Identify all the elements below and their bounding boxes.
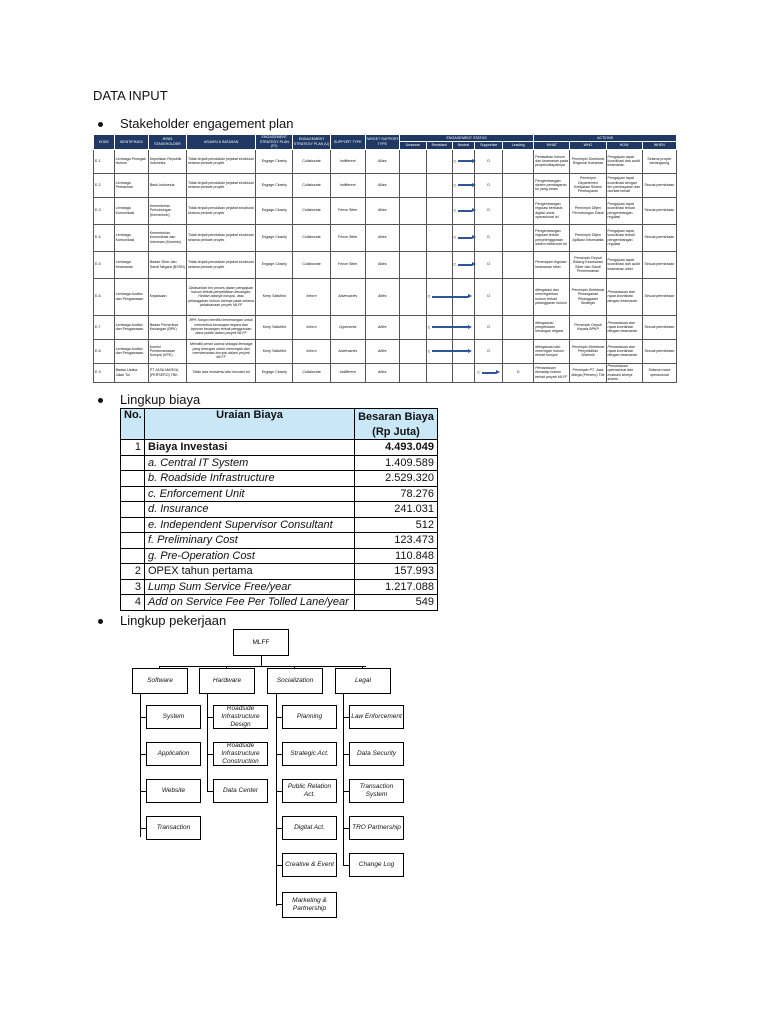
cost-row (121, 471, 438, 487)
cost-no (121, 455, 145, 471)
cell-ident: Lembaga Komunikasi (114, 197, 148, 224)
target-status-marker: D (475, 315, 503, 339)
cost-no (121, 548, 145, 564)
status-cell (399, 149, 426, 173)
cell-kode: E-5 (94, 251, 115, 278)
org-item-socialization: Public Relation Act. (282, 779, 337, 803)
cell-support: Adversaries (330, 278, 365, 315)
cost-value: 549 (355, 595, 438, 611)
org-item-software: Transaction (146, 816, 201, 840)
cell-when: Sesuai permintaan (642, 197, 676, 224)
org-item-legal: Transaction System (349, 779, 404, 803)
cost-row (121, 502, 438, 518)
status-cell (503, 339, 534, 363)
cell-who: Pemimpin Direktorat Regional Korlantas (570, 149, 606, 173)
cost-label: Add on Service Fee Per Tolled Lane/year (145, 595, 355, 611)
connector-line (261, 656, 262, 666)
cell-ident: Lembaga Auditor dan Pengawasan (114, 315, 148, 339)
cell-asumsi: Tidak ada resistensi dari inovator tol (186, 363, 255, 382)
cell-pi: Keep Satisfied (256, 315, 293, 339)
cell-when: Sesuai permintaan (642, 278, 676, 315)
org-category: Hardware (199, 668, 255, 694)
col-asumsi: ASUMSI & BATASAN (186, 135, 255, 150)
col-neutral: Neutral (452, 142, 475, 149)
status-cell (399, 339, 426, 363)
status-cell (452, 197, 475, 224)
cost-row (121, 595, 438, 611)
cell-target: Allies (365, 224, 399, 251)
cell-support: Fence Sitter (330, 251, 365, 278)
cost-label: d. Insurance (145, 502, 355, 518)
target-status-marker: D (503, 363, 534, 382)
cell-how: Pemantauan dan rapat koordinasi dengan keamanan (606, 278, 642, 315)
cost-label: Lump Sum Service Free/year (145, 579, 355, 595)
connector-line (276, 694, 277, 906)
cell-jenis: Bank Indonesia (148, 173, 186, 197)
cell-jenis: PT JASA MARGA (PERSERO) TBK (148, 363, 186, 382)
cost-label: e. Independent Supervisor Consultant (145, 517, 355, 533)
cell-asumsi: Tidak terjadi penolakan pejabat struktural selama periode proyek (186, 197, 255, 224)
cell-what: Pengembangan regulasi terkait penyelenggaraan sistem elektronik tol (534, 224, 570, 251)
bullet-dot (98, 619, 103, 624)
cell-target: Allies (365, 149, 399, 173)
bullet-label: Lingkup pekerjaan (120, 613, 227, 628)
col-resistant: Resistant (426, 142, 452, 149)
cell-ident: Lembaga Auditor dan Pengawasan (114, 278, 148, 315)
org-item-hardware: Data Center (213, 779, 268, 803)
status-cell (399, 278, 426, 315)
org-item-legal: TRO Partnership (349, 816, 404, 840)
col-how: HOW (606, 142, 642, 149)
status-cell (399, 224, 426, 251)
cell-asumsi: Tidak terjadi penolakan pejabat struktural selama periode proyek (186, 173, 255, 197)
status-cell (426, 278, 452, 315)
status-cell (503, 173, 534, 197)
status-cell (503, 197, 534, 224)
status-cell (399, 173, 426, 197)
arrow-right-icon (482, 370, 500, 375)
cost-value: 1.217.088 (355, 579, 438, 595)
cell-kode: E-6 (94, 278, 115, 315)
cost-label: c. Enforcement Unit (145, 486, 355, 502)
col-engagement-status: ENGAGEMENT STATUS (399, 135, 533, 142)
stakeholder-row (94, 278, 677, 315)
cell-pi: Keep Satisfied (256, 339, 293, 363)
cell-who: Pemimpin Ditjen Perhubungan Darat (570, 197, 606, 224)
cost-no (121, 471, 145, 487)
cost-value: 110.848 (355, 548, 438, 564)
cell-support: Opponents (330, 315, 365, 339)
cell-when: Sesuai permintaan (642, 251, 676, 278)
cell-when: Sesuai permintaan (642, 224, 676, 251)
connector-line (140, 694, 141, 837)
stakeholder-row (94, 251, 677, 278)
cell-what: Pengembangan regulasi berbasis digital untuk operasional tol (534, 197, 570, 224)
cell-asumsi: BPK hanya memiliki kewenangan untuk memeriksa keuangan negara dan laporan keuangan terkait penggunaan dana publik dalam proyek MLFF (186, 315, 255, 339)
org-item-socialization: Digital Act. (282, 816, 337, 840)
col-no: No. (121, 409, 145, 440)
status-cell (399, 251, 426, 278)
status-cell (503, 315, 534, 339)
cost-label: Biaya Investasi (145, 440, 355, 456)
cell-asumsi: Tidak terjadi penolakan pejabat struktural selama periode proyek (186, 224, 255, 251)
current-status-marker: C (453, 235, 457, 240)
cell-how: Pengajuan rapat koordinasi dengan tim pembayaran dan otoritas terkait (606, 173, 642, 197)
cost-row (121, 440, 438, 456)
cell-how: Pengajuan rapat koordinasi terkait pengembangan regulasi (606, 224, 642, 251)
org-item-hardware: Roadside Infrastructure Design (213, 705, 268, 729)
cell-target: Allies (365, 363, 399, 382)
cell-what: Pengembangan sistem pembayaran tol yang aman (534, 173, 570, 197)
cost-value: 512 (355, 517, 438, 533)
status-cell (399, 315, 426, 339)
cell-who: Pemimpin Deputi Bidang Keamanan Siber dan Sandi Pemerintahan (570, 251, 606, 278)
cell-when: Sesuai permintaan (642, 173, 676, 197)
cell-kode: E-9 (94, 363, 115, 382)
status-cell (452, 149, 475, 173)
cell-jenis: Kementerian Komunikasi dan Informasi (Kominfo) (148, 224, 186, 251)
stakeholder-row (94, 197, 677, 224)
target-status-marker: D (475, 224, 503, 251)
cell-jenis: Kementerian Perhubungan (Kemenhub) (148, 197, 186, 224)
cell-what: Pemisahan hukum dan keamanan pada proyek/wilayahnya (534, 149, 570, 173)
cell-ident: Lembaga Keamanan (114, 251, 148, 278)
status-cell (426, 251, 452, 278)
cell-kode: E-8 (94, 339, 115, 363)
cell-who: Pemimpin PT. Jasa Marga (Persero) Tbk (570, 363, 606, 382)
cost-value: 157.993 (355, 564, 438, 580)
connector-line (207, 694, 208, 792)
cell-support: Indifferent (330, 363, 365, 382)
bullet-dot (98, 398, 103, 403)
cell-target: Allies (365, 339, 399, 363)
status-cell (426, 339, 452, 363)
arrow-right-icon (458, 159, 476, 164)
cost-no (121, 533, 145, 549)
col-besaran: Besaran Biaya (355, 409, 438, 425)
target-status-marker: D (475, 197, 503, 224)
cell-target: Allies (365, 197, 399, 224)
cell-jenis: Komisi Pemberantasan Korupsi (KPK) (148, 339, 186, 363)
bullet-label: Lingkup biaya (120, 392, 201, 407)
cell-when: Sesuai permintaan (642, 339, 676, 363)
cost-row (121, 548, 438, 564)
cost-value: 4.493.049 (355, 440, 438, 456)
cell-target: Allies (365, 173, 399, 197)
cell-support: Fence Sitter (330, 197, 365, 224)
cell-ident: Lembaga Penegak Hukum (114, 149, 148, 173)
org-item-legal: Data Security (349, 742, 404, 766)
cost-table (120, 408, 438, 611)
target-status-marker: D (475, 173, 503, 197)
cell-target: Allies (365, 251, 399, 278)
stakeholder-row (94, 339, 677, 363)
stakeholder-row (94, 173, 677, 197)
col-when: WHEN (642, 142, 676, 149)
cell-kode: E-1 (94, 149, 115, 173)
cell-jenis: Badan Siber dan Sandi Negara (BSSN) (148, 251, 186, 278)
arrow-right-icon (432, 325, 472, 330)
cell-how: Pengajuan rapat koordinasi dan audit keamanan siber (606, 251, 642, 278)
stakeholder-row (94, 363, 677, 382)
cell-how: Pemantauan dan rapat koordinasi dengan keamanan (606, 339, 642, 363)
cell-kode: E-3 (94, 197, 115, 224)
page-heading: DATA INPUT (93, 88, 168, 103)
col-kode: KODE (94, 135, 115, 150)
cell-u: Inform (293, 278, 330, 315)
bullet-dot (98, 122, 103, 127)
cell-when: Sesuai permintaan (642, 315, 676, 339)
cost-row (121, 517, 438, 533)
stakeholder-row (94, 315, 677, 339)
cell-u: Collaborate (293, 251, 330, 278)
org-item-hardware: Roadside Infrastructure Construction (213, 742, 268, 766)
target-status-marker: D (475, 251, 503, 278)
cost-row (121, 486, 438, 502)
org-category: Software (132, 668, 188, 694)
current-status-marker: C (427, 324, 431, 329)
status-cell (452, 224, 475, 251)
col-actions: ACTIONS (534, 135, 677, 142)
status-cell (399, 363, 426, 382)
cell-support: Fence Sitter (330, 224, 365, 251)
stakeholder-table (93, 134, 677, 383)
org-root: MLFF (233, 629, 289, 656)
org-item-legal: Change Log (349, 853, 404, 877)
status-cell (452, 363, 475, 382)
org-item-socialization: Planning (282, 705, 337, 729)
col-strategy-pi: ENGAGEMENT STRATEGY PLAN (P.I) (256, 135, 293, 150)
cell-pi: Engage Closely (256, 363, 293, 382)
cell-when: Selama proyek berlangsung (642, 149, 676, 173)
cell-asumsi: Tidak terjadi penolakan pejabat struktural selama periode proyek (186, 149, 255, 173)
cell-pi: Engage Closely (256, 224, 293, 251)
org-item-socialization: Marketing & Partnership (282, 892, 337, 918)
current-status-marker: C (453, 262, 457, 267)
cell-ident: Lembaga Perbankan (114, 173, 148, 197)
status-cell (426, 315, 452, 339)
col-identifikasi: IDENTIFIKASI (114, 135, 148, 150)
col-besaran-unit: (Rp Juta) (355, 424, 438, 440)
org-category: Legal (335, 668, 391, 694)
cost-label: a. Central IT System (145, 455, 355, 471)
cell-ident: Badan Usaha Jalan Tol (114, 363, 148, 382)
status-cell (426, 197, 452, 224)
cell-ident: Lembaga Komunikasi (114, 224, 148, 251)
cell-jenis: Kepolisian Republik Indonesia (148, 149, 186, 173)
status-cell (503, 251, 534, 278)
cell-u: Collaborate (293, 197, 330, 224)
cell-what: Penerapan regulasi keamanan siber (534, 251, 570, 278)
arrow-right-icon (458, 262, 476, 267)
org-item-socialization: Creative & Event (282, 853, 337, 877)
cell-when: Selama masa operasional (642, 363, 676, 382)
arrow-right-icon (432, 349, 472, 354)
cell-who: Pemimpin Direktorat Penanganan Pelanggaran Strategis (570, 278, 606, 315)
current-status-marker: C (477, 370, 481, 375)
cost-row (121, 455, 438, 471)
stakeholder-row (94, 149, 677, 173)
cell-kode: E-4 (94, 224, 115, 251)
cost-label: g. Pre-Operation Cost (145, 548, 355, 564)
cost-row (121, 533, 438, 549)
cell-asumsi: Memiliki peran utama sebagai lembaga yang bertugas untuk mencegah dan memberantas korupsi dalam proyek MLFF (186, 339, 255, 363)
status-cell (426, 224, 452, 251)
cell-u: Inform (293, 315, 330, 339)
status-cell (426, 363, 452, 382)
cost-no: 4 (121, 595, 145, 611)
current-status-marker: C (427, 348, 431, 353)
col-supportive: Supportive (475, 142, 503, 149)
cost-no: 2 (121, 564, 145, 580)
cell-support: Indifferent (330, 173, 365, 197)
cost-value: 123.473 (355, 533, 438, 549)
org-item-software: System (146, 705, 201, 729)
cell-support: Indifferent (330, 149, 365, 173)
cell-what: Mengawasi dan mencegah hukum terkait korupsi (534, 339, 570, 363)
cell-pi: Keep Satisfied (256, 278, 293, 315)
current-status-marker: C (427, 294, 431, 299)
cost-no (121, 502, 145, 518)
org-category: Socialization (267, 668, 323, 694)
status-cell (503, 149, 534, 173)
connector-line (343, 694, 344, 866)
cost-label: b. Roadside Infrastructure (145, 471, 355, 487)
cost-row (121, 564, 438, 580)
arrow-right-icon (458, 183, 476, 188)
cell-u: Collaborate (293, 149, 330, 173)
arrow-right-icon (432, 294, 472, 299)
cell-how: Pengajuan rapat koordinasi dan audit keamanan (606, 149, 642, 173)
cell-who: Pemimpin Ditjen Aplikasi Informatika (570, 224, 606, 251)
col-support-type: SUPPORT TYPE (330, 135, 365, 150)
arrow-right-icon (458, 208, 476, 213)
cost-no: 1 (121, 440, 145, 456)
bullet-label: Stakeholder engagement plan (120, 116, 294, 131)
cell-asumsi: Didasarkan tim proses dalam pengajuan hukum terkait penyelidikan keuangan, Hindari adanya korupsi, atau pelanggaran hukum lainnya pada selama pelaksanaan proyek MLFF (186, 278, 255, 315)
org-item-software: Website (146, 779, 201, 803)
target-status-marker: D (475, 149, 503, 173)
status-cell (426, 149, 452, 173)
cell-pi: Engage Closely (256, 149, 293, 173)
cell-asumsi: Tidak terjadi penolakan pejabat struktural selama periode proyek (186, 251, 255, 278)
cell-pi: Engage Closely (256, 251, 293, 278)
cost-no (121, 517, 145, 533)
cell-who: Pemimpin Direktorat Penyelidikan Sistemik (570, 339, 606, 363)
status-cell (452, 251, 475, 278)
cell-u: Inform (293, 339, 330, 363)
col-uraian: Uraian Biaya (145, 409, 355, 440)
cost-value: 78.276 (355, 486, 438, 502)
org-item-software: Application (146, 742, 201, 766)
cost-label: OPEX tahun pertama (145, 564, 355, 580)
col-strategy-u: ENGAGEMENT STRATEGY PLAN (U) (293, 135, 330, 150)
cost-no (121, 486, 145, 502)
cost-row (121, 579, 438, 595)
cell-pi: Engage Closely (256, 173, 293, 197)
cell-how: Pemantauan dan rapat koordinasi dengan keamanan (606, 315, 642, 339)
org-item-legal: Law Enforcement (349, 705, 404, 729)
cell-kode: E-7 (94, 315, 115, 339)
arrow-right-icon (458, 235, 476, 240)
cell-u: Collaborate (293, 224, 330, 251)
col-what: WHAT (534, 142, 570, 149)
target-status-marker: D (475, 278, 503, 315)
cost-label: f. Preliminary Cost (145, 533, 355, 549)
cell-support: Adversaries (330, 339, 365, 363)
cell-target: Allies (365, 278, 399, 315)
status-cell (399, 197, 426, 224)
cell-pi: Engage Closely (256, 197, 293, 224)
cell-ident: Lembaga Auditor dan Pengawasan (114, 339, 148, 363)
cell-who: Pemimpin Deputi Kepala BPKP (570, 315, 606, 339)
cell-what: Mengatasi dan mencegahkan hukum terkait pelanggaran hukum (534, 278, 570, 315)
cell-u: Collaborate (293, 363, 330, 382)
col-leading: Leading (503, 142, 534, 149)
status-cell (503, 278, 534, 315)
cell-what: Pemantauan terhadap hukum terkait proyek MLFF (534, 363, 570, 382)
col-jenis: JENIS STAKEHOLDER (148, 135, 186, 150)
stakeholder-row (94, 224, 677, 251)
col-unaware: Unaware (399, 142, 426, 149)
cost-value: 1.409.589 (355, 455, 438, 471)
col-who: WHO (570, 142, 606, 149)
cell-who: Pemimpin Departemen Kebijakan Sistem Pembayaran (570, 173, 606, 197)
connector-line (159, 666, 366, 667)
org-item-socialization: Strategic Act. (282, 742, 337, 766)
status-cell (452, 173, 475, 197)
target-status-marker: D (475, 339, 503, 363)
cell-how: Pengajuan rapat koordinasi terkait pengembangan regulasi (606, 197, 642, 224)
status-cell (503, 224, 534, 251)
cell-how: Pemantauan operasional dan evaluasi kinerja sistem (606, 363, 642, 382)
cell-what: Mengawasi pengelolaan keuangan negara (534, 315, 570, 339)
cell-u: Collaborate (293, 173, 330, 197)
cell-target: Allies (365, 315, 399, 339)
current-status-marker: C (453, 208, 457, 213)
current-status-marker: C (453, 158, 457, 163)
cell-jenis: Kejaksaan (148, 278, 186, 315)
cell-kode: E-2 (94, 173, 115, 197)
col-target-support: TARGET SUPPORT TYPE (365, 135, 399, 150)
status-cell (475, 363, 503, 382)
current-status-marker: C (453, 182, 457, 187)
cost-no: 3 (121, 579, 145, 595)
cost-value: 241.031 (355, 502, 438, 518)
status-cell (426, 173, 452, 197)
cell-jenis: Badan Pemeriksa Keuangan (BPK) (148, 315, 186, 339)
cost-value: 2.529.320 (355, 471, 438, 487)
